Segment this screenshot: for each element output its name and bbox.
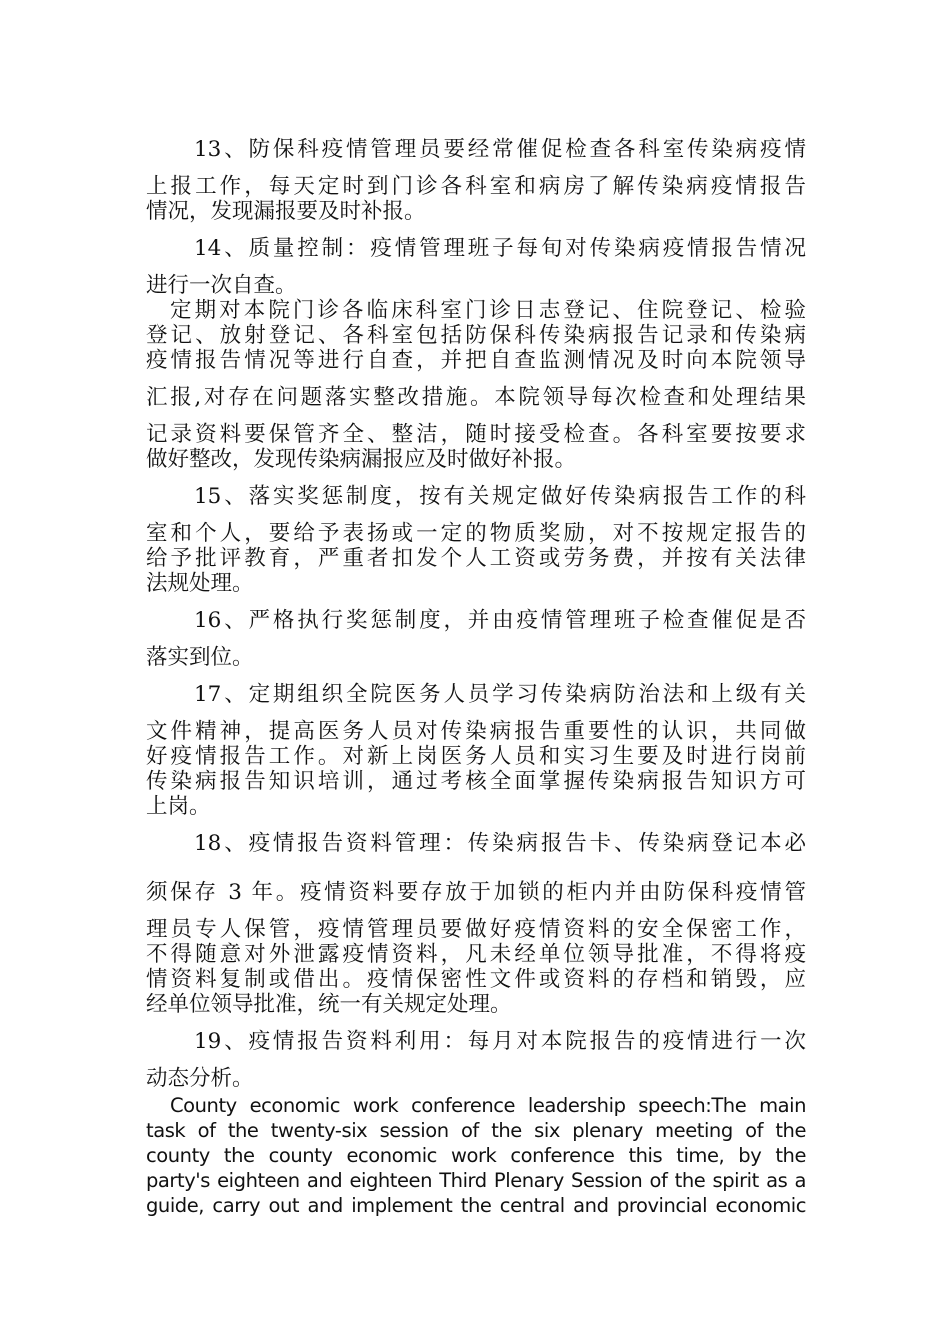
text-line: 文件精神，提高医务人员对传染病报告重要性的认识，共同做	[146, 719, 806, 744]
text-line: 汇报,对存在问题落实整改措施。本院领导每次检查和处理结果	[146, 385, 806, 410]
english-text-line: task of the twenty-six session of the six plenary meeting of the	[146, 1119, 806, 1142]
text-line: 经单位领导批准，统一有关规定处理。	[146, 992, 512, 1017]
text-line: 落实到位。	[146, 645, 254, 670]
text-line: 好疫情报告工作。对新上岗医务人员和实习生要及时进行岗前	[146, 744, 806, 769]
text-line: 15、落实奖惩制度，按有关规定做好传染病报告工作的科	[194, 484, 806, 509]
text-line: 17、定期组织全院医务人员学习传染病防治法和上级有关	[194, 682, 806, 707]
text-line: 情资料复制或借出。疫情保密性文件或资料的存档和销毁，应	[146, 967, 806, 992]
text-line: 上岗。	[146, 794, 211, 819]
text-line: 做好整改，发现传染病漏报应及时做好补报。	[146, 447, 577, 472]
text-line: 动态分析。	[146, 1066, 254, 1091]
english-text-line: county the county economic work conference this time, by the	[146, 1144, 806, 1167]
english-text-line: party's eighteen and eighteen Third Plenary Session of the spirit as a	[146, 1169, 806, 1192]
text-line: 18、疫情报告资料管理：传染病报告卡、传染病登记本必	[194, 831, 806, 856]
text-line: 疫情报告情况等进行自查，并把自查监测情况及时向本院领导	[146, 348, 806, 373]
text-line: 法规处理。	[146, 571, 254, 596]
text-line: 14、质量控制：疫情管理班子每旬对传染病疫情报告情况	[194, 236, 806, 261]
text-line: 室和个人，要给予表扬或一定的物质奖励，对不按规定报告的	[146, 521, 806, 546]
text-line: 理员专人保管，疫情管理员要做好疫情资料的安全保密工作，	[146, 917, 806, 942]
text-line: 不得随意对外泄露疫情资料，凡未经单位领导批准，不得将疫	[146, 942, 806, 967]
text-line: 定期对本院门诊各临床科室门诊日志登记、住院登记、检验	[170, 298, 806, 323]
text-line: 上报工作，每天定时到门诊各科室和病房了解传染病疫情报告	[146, 174, 806, 199]
text-line: 传染病报告知识培训，通过考核全面掌握传染病报告知识方可	[146, 769, 806, 794]
text-line: 情况，发现漏报要及时补报。	[146, 199, 426, 224]
english-text-line: guide, carry out and implement the central and provincial economic	[146, 1194, 806, 1217]
english-text-line: County economic work conference leadership speech:The main	[170, 1094, 806, 1117]
text-line: 记录资料要保管齐全、整洁，随时接受检查。各科室要按要求	[146, 422, 806, 447]
text-line: 19、疫情报告资料利用：每月对本院报告的疫情进行一次	[194, 1029, 806, 1054]
text-line: 13、防保科疫情管理员要经常催促检查各科室传染病疫情	[194, 137, 806, 162]
text-line: 进行一次自查。	[146, 273, 297, 298]
text-line: 须保存 3 年。疫情资料要存放于加锁的柜内并由防保科疫情管	[146, 880, 806, 905]
text-line: 给予批评教育，严重者扣发个人工资或劳务费，并按有关法律	[146, 546, 806, 571]
text-line: 登记、放射登记、各科室包括防保科传染病报告记录和传染病	[146, 323, 806, 348]
text-line: 16、严格执行奖惩制度，并由疫情管理班子检查催促是否	[194, 608, 806, 633]
